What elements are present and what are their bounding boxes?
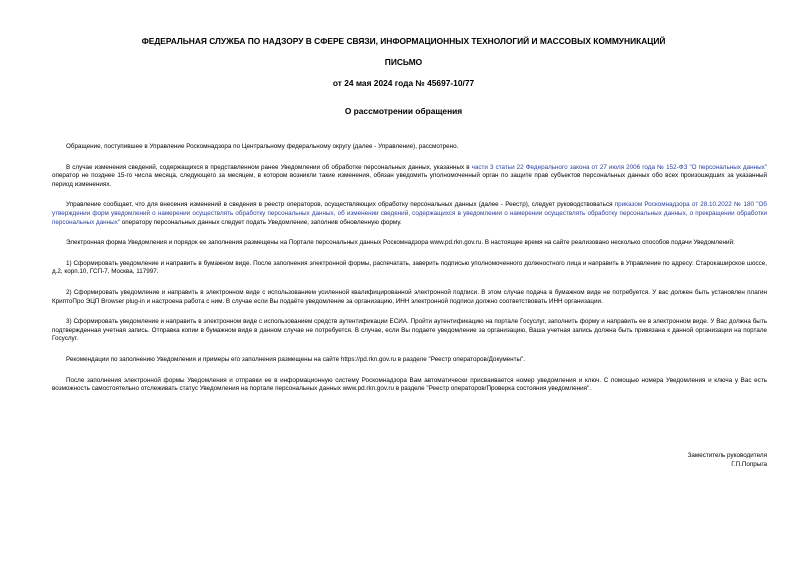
paragraph-4: Электронная форма Уведомления и порядок ее заполнения размещены на Портале персональных данных Роскомнадзора www.pd.rkn.gov.ru. В настоящее время на сайте реализовано несколько способов подачи Уведомлений: bbox=[66, 239, 735, 247]
paragraph-3-text-b: оператору персональных данных следует подать Уведомление, заполнив обновленную форму. bbox=[120, 218, 402, 226]
agency-name: ФЕДЕРАЛЬНАЯ СЛУЖБА ПО НАДЗОРУ В СФЕРЕ СВЯЗИ, ИНФОРМАЦИОННЫХ ТЕХНОЛОГИЙ И МАССОВЫХ КОММУНИКАЦИЙ bbox=[141, 36, 666, 46]
document-subject: О рассмотрении обращения bbox=[344, 106, 463, 116]
signer-position: Заместитель руководителя bbox=[687, 452, 767, 459]
paragraph-3 bbox=[52, 201, 767, 227]
letter-body bbox=[52, 143, 767, 394]
paragraph-2-text-a: В случае изменения сведений, содержащихся в представленном ранее Уведомлении об обработке персональных данных, указанных в bbox=[66, 163, 472, 171]
signer-name: Г.П.Попрыга bbox=[731, 460, 767, 468]
document-date-number: от 24 мая 2024 года № 45697-10/77 bbox=[332, 78, 475, 88]
paragraph-3-text-a: Управление сообщает, что для внесения изменений в сведения в реестр операторов, осуществляющих обработку персональных данных (далее - Реестр), следует руководствоваться bbox=[66, 201, 615, 209]
paragraph-6: 2) Сформировать уведомление и направить в электронном виде с использованием усиленной квалифицированной электронной подписи. В этом случае подача в бумажном виде не потребуется. У вас должен быть установлен плагин КриптоПро ЭЦП Browser plug-in и настроена работа с ним. В случае если Вы подаёте уведомление за организацию, ИНН электронной подписи должно соответствовать ИНН организации. bbox=[52, 288, 767, 305]
paragraph-5: 1) Сформировать уведомление и направить в бумажном виде. После заполнения электронной формы, распечатать, заверить подписью уполномоченного должностного лица и направить в Управление по адресу: Старокаширское шоссе, д.2, корп.10, ГСП-7, Москва, 117997. bbox=[52, 259, 767, 276]
paragraph-2-text-b: оператор не позднее 15-го числа месяца, следующего за месяцем, в котором возникли такие изменения, обязан уведомить уполномоченный орган по защите прав субъектов персональных данных обо всех произошедших за указанный период изменениях. bbox=[52, 172, 767, 188]
order-link[interactable]: приказом Роскомнадзора от 28.10.2022 № 180 "Об утверждении форм уведомлений о намерении осуществлять обработку персональных данных, об изменении сведений, содержащихся в уведомлении о намерении осуществлять обработку персональных данных, о прекращении обработки персональных данных" bbox=[52, 201, 767, 226]
paragraph-9: После заполнения электронной формы Уведомления и отправки ее в информационную систему Роскомнадзора Вам автоматически присваивается номер уведомления и ключ. С помощью номера Уведомления и ключа у Вас есть возможность самостоятельно отслеживать статус Уведомления на портале персональных данных www.pd.rkn.gov.ru в разделе "Реестр операторов/Проверка состояния уведомления". bbox=[52, 376, 767, 393]
paragraph-1: Обращение, поступившее в Управление Роскомнадзора по Центральному федеральному округу (далее - Управление), рассмотрено. bbox=[66, 143, 459, 150]
signature-block bbox=[688, 452, 767, 469]
paragraph-8: Рекомендации по заполнению Уведомления и примеры его заполнения размещены на сайте https://pd.rkn.gov.ru в разделе "Реестр операторов/Документы". bbox=[66, 355, 526, 363]
document-type: ПИСЬМО bbox=[384, 57, 423, 67]
paragraph-7: 3) Сформировать уведомление и направить в электронном виде с использованием средств аутентификации ЕСИА. Пройти аутентификацию на портале Госуслуг, заполнить форму и направить ее в электронном виде. У Вас должна быть подтвержденная учетная запись. Отправка копии в бумажном виде в данном случае не потребуется. В случае, если Вы подаете уведомление за организацию, Ваша учетная запись должна быть привязана к данной организации на портале Госуслуг. bbox=[52, 318, 767, 343]
paragraph-2 bbox=[52, 164, 767, 190]
law-link[interactable]: части 3 статьи 22 Федерального закона от 27 июля 2006 года № 152-ФЗ "О персональных данных" bbox=[471, 163, 767, 171]
